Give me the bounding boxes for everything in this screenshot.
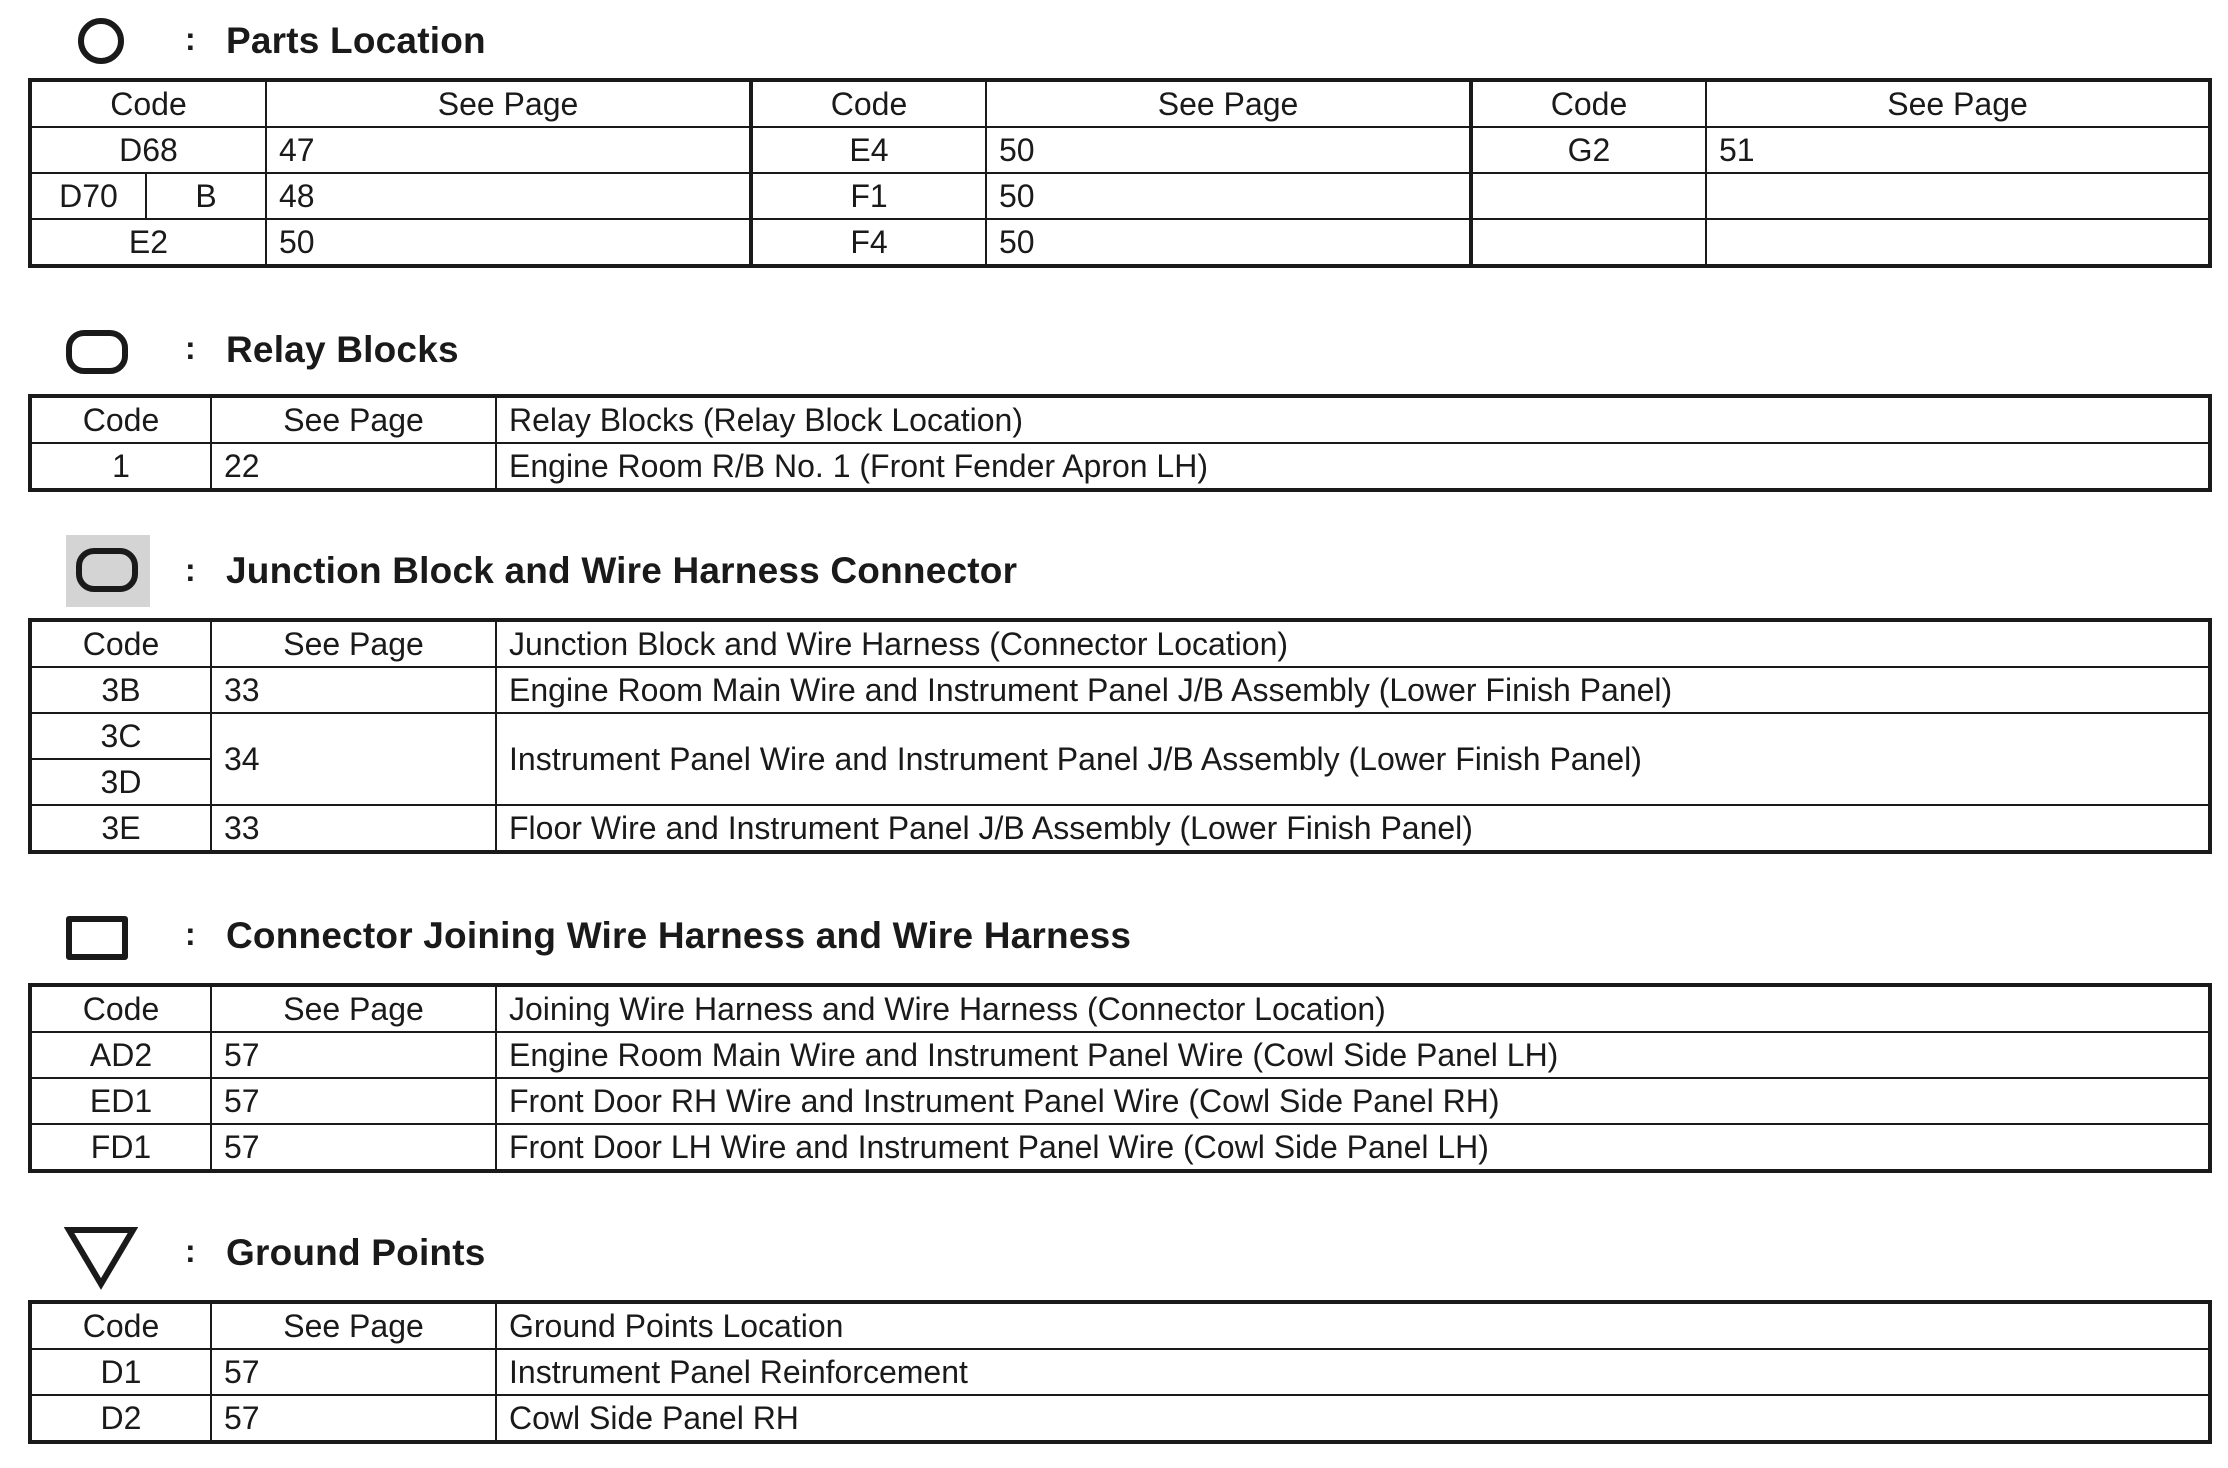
relay-blocks-section	[30, 318, 2208, 484]
description-header: Junction Block and Wire Harness (Connector Location)	[496, 621, 2209, 667]
code-header: Code	[31, 397, 211, 443]
colon: :	[185, 330, 196, 366]
page-cell: 51	[1706, 127, 2209, 173]
see-page-header: See Page	[1706, 81, 2209, 127]
code-cell: AD2	[31, 1032, 211, 1078]
ground-points-table	[30, 1302, 2210, 1442]
see-page-header: See Page	[266, 81, 751, 127]
description-cell: Engine Room Main Wire and Instrument Panel J/B Assembly (Lower Finish Panel)	[496, 667, 2209, 713]
page-cell: 50	[266, 219, 751, 265]
relay-blocks-table	[30, 396, 2210, 490]
colon: :	[185, 1233, 196, 1269]
code-cell: 1	[31, 443, 211, 489]
connector-joining-section	[30, 905, 2208, 1165]
code-cell: ED1	[31, 1078, 211, 1124]
code-header: Code	[751, 81, 986, 127]
colon: :	[185, 552, 196, 588]
section-title: Ground Points	[226, 1232, 486, 1273]
section-title: Junction Block and Wire Harness Connector	[226, 550, 1018, 591]
ground-points-section	[30, 1222, 2208, 1436]
page-cell: 50	[986, 219, 1471, 265]
page-cell: 50	[986, 127, 1471, 173]
table-row	[31, 443, 2209, 489]
see-page-header: See Page	[211, 621, 496, 667]
empty-cell	[1471, 173, 1706, 219]
description-cell: Floor Wire and Instrument Panel J/B Assembly (Lower Finish Panel)	[496, 805, 2209, 851]
empty-cell	[1706, 173, 2209, 219]
colon: :	[185, 21, 196, 57]
code-cell: 3C	[31, 713, 211, 759]
connector-joining-table	[30, 985, 2210, 1171]
code-sub-cell: B	[146, 173, 266, 219]
page-cell: 22	[211, 443, 496, 489]
table-row	[31, 1349, 2209, 1395]
triangle-down-icon	[64, 1226, 138, 1290]
table-row	[31, 219, 2209, 265]
table-row	[31, 805, 2209, 851]
page-cell: 57	[211, 1078, 496, 1124]
code-header: Code	[31, 621, 211, 667]
page-cell: 57	[211, 1124, 496, 1170]
table-row	[31, 1395, 2209, 1441]
empty-cell	[1706, 219, 2209, 265]
table-row	[31, 1124, 2209, 1170]
page-cell: 47	[266, 127, 751, 173]
code-cell: D70	[31, 173, 146, 219]
table-header-row	[31, 621, 2209, 667]
code-header: Code	[31, 1303, 211, 1349]
code-cell: F1	[751, 173, 986, 219]
section-title: Relay Blocks	[226, 329, 459, 370]
code-cell: E4	[751, 127, 986, 173]
code-cell: G2	[1471, 127, 1706, 173]
page-cell: 33	[211, 667, 496, 713]
code-header: Code	[31, 986, 211, 1032]
code-cell: 3B	[31, 667, 211, 713]
code-cell: D1	[31, 1349, 211, 1395]
description-cell: Cowl Side Panel RH	[496, 1395, 2209, 1441]
description-cell: Instrument Panel Reinforcement	[496, 1349, 2209, 1395]
parts-location-header	[30, 10, 2208, 70]
table-row	[31, 713, 2209, 759]
page-cell: 57	[211, 1032, 496, 1078]
code-cell: F4	[751, 219, 986, 265]
code-cell: D2	[31, 1395, 211, 1441]
code-cell: FD1	[31, 1124, 211, 1170]
see-page-header: See Page	[986, 81, 1471, 127]
rounded-rect-icon	[76, 548, 138, 592]
page-cell: 34	[211, 713, 496, 805]
description-cell: Engine Room R/B No. 1 (Front Fender Apron LH)	[496, 443, 2209, 489]
code-cell: 3D	[31, 759, 211, 805]
description-header: Joining Wire Harness and Wire Harness (Connector Location)	[496, 986, 2209, 1032]
description-cell: Front Door LH Wire and Instrument Panel Wire (Cowl Side Panel LH)	[496, 1124, 2209, 1170]
shaded-rounded-rect-icon	[66, 535, 150, 607]
circle-icon	[78, 18, 124, 64]
description-cell: Engine Room Main Wire and Instrument Panel Wire (Cowl Side Panel LH)	[496, 1032, 2209, 1078]
page-cell: 57	[211, 1349, 496, 1395]
table-row	[31, 127, 2209, 173]
table-row	[31, 667, 2209, 713]
connector-joining-header	[30, 905, 2208, 965]
code-header: Code	[31, 81, 266, 127]
rectangle-icon	[66, 916, 128, 960]
description-header: Relay Blocks (Relay Block Location)	[496, 397, 2209, 443]
code-cell: E2	[31, 219, 266, 265]
description-cell: Front Door RH Wire and Instrument Panel Wire (Cowl Side Panel RH)	[496, 1078, 2209, 1124]
code-cell: 3E	[31, 805, 211, 851]
relay-blocks-header	[30, 318, 2208, 378]
ground-points-header	[30, 1222, 2208, 1282]
rounded-rect-icon	[66, 330, 128, 374]
table-header-row	[31, 81, 2209, 127]
parts-location-section	[30, 10, 2208, 260]
description-cell: Instrument Panel Wire and Instrument Panel J/B Assembly (Lower Finish Panel)	[496, 713, 2209, 805]
junction-block-table	[30, 620, 2210, 852]
page-cell: 57	[211, 1395, 496, 1441]
see-page-header: See Page	[211, 397, 496, 443]
see-page-header: See Page	[211, 1303, 496, 1349]
junction-block-section	[30, 535, 2208, 846]
colon: :	[185, 916, 196, 952]
junction-block-header	[30, 535, 2208, 595]
section-title: Connector Joining Wire Harness and Wire Harness	[226, 915, 1132, 956]
page-cell: 50	[986, 173, 1471, 219]
table-header-row	[31, 986, 2209, 1032]
code-header: Code	[1471, 81, 1706, 127]
table-header-row	[31, 1303, 2209, 1349]
table-row	[31, 1078, 2209, 1124]
section-title: Parts Location	[226, 20, 486, 61]
page-cell: 33	[211, 805, 496, 851]
table-header-row	[31, 397, 2209, 443]
see-page-header: See Page	[211, 986, 496, 1032]
table-row	[31, 173, 2209, 219]
empty-cell	[1471, 219, 1706, 265]
page-cell: 48	[266, 173, 751, 219]
code-cell: D68	[31, 127, 266, 173]
description-header: Ground Points Location	[496, 1303, 2209, 1349]
table-row	[31, 1032, 2209, 1078]
parts-location-table	[30, 80, 2210, 266]
